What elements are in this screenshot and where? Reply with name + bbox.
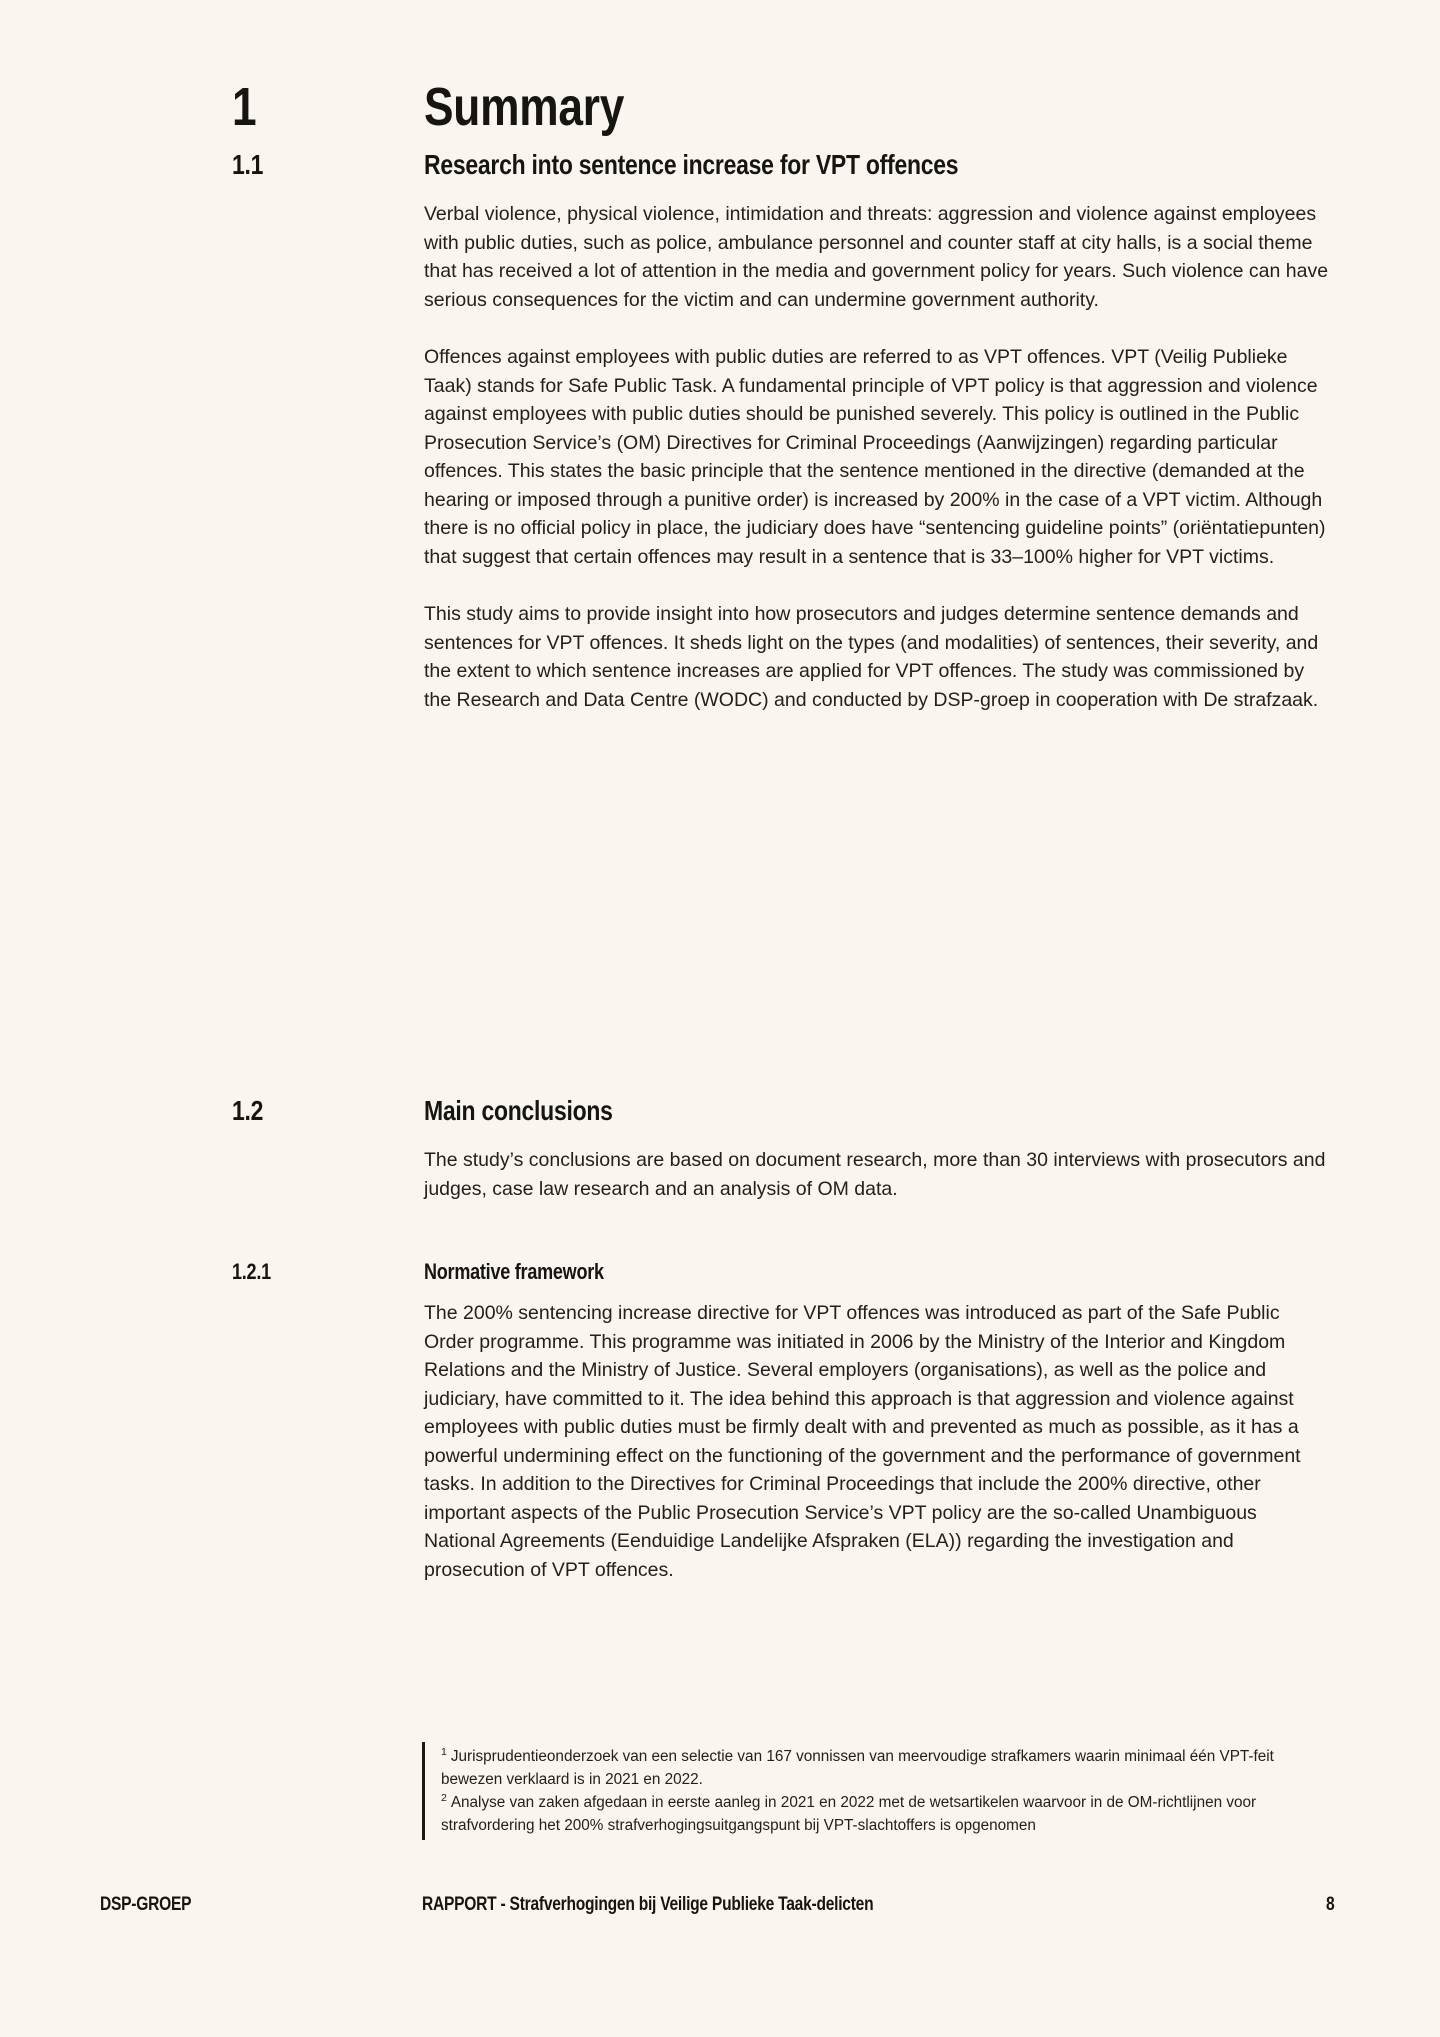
section-1-1-number (232, 148, 424, 182)
chapter-header (232, 78, 668, 136)
section-1-2-heading-row (232, 1094, 1329, 1128)
footer-report-title: RAPPORT - Strafverhogingen bij Veilige Publieke Taak-delicten (422, 1894, 874, 1915)
paragraph: This study aims to provide insight into how prosecutors and judges determine sentence demands and sentences for VPT offences. It sheds light on the types (and modalities) of sentences, their severity, and the extent to which sentence increases are applied for VPT offences. The study was commissioned by the Research and Data Centre (WODC) and conducted by DSP-groep in cooperation with De strafzaak. (424, 603, 1319, 711)
footnote-1-marker: 1 (441, 1746, 447, 1758)
section-1-2-1-number-text: 1.2.1 (232, 1259, 271, 1284)
section-1-1-number-text: 1.1 (232, 149, 264, 180)
paragraph: The 200% sentencing increase directive for VPT offences was introduced as part of the Safe Public Order programme. This programme was initiated in 2006 by the Ministry of the Interior and Kingdom Relations and the Ministry of Justice. Several employers (organisations), as well as the police and judiciary, have committed to it. The idea behind this approach is that aggression and violence against employees with public duties must be firmly dealt with and prevented as much as possible, as it has a powerful undermining effect on the functioning of the government and the performance of government tasks. In addition to the Directives for Criminal Proceedings that include the 200% directive, other important aspects of the Public Prosecution Service’s VPT policy are the so-called Unambiguous National Agreements (Eenduidige Landelijke Afspraken (ELA)) regarding the investigation and prosecution of VPT offences. (424, 1302, 1301, 1581)
footnote-2-text: Analyse van zaken afgedaan in eerste aanleg in 2021 en 2022 met de wetsartikelen waarvoor in de OM-richtlijnen voor strafvordering het 200% strafverhogingsuitgangspunt bij VPT-slachtoffers is opgenomen (441, 1794, 1257, 1834)
section-1-2 (232, 1094, 1329, 1584)
section-1-2-heading: Main conclusions (424, 1095, 613, 1126)
footer-page-number: 8 (1326, 1894, 1335, 1915)
chapter-number (232, 78, 424, 136)
section-1-1-heading-row (232, 148, 1329, 182)
footnote-2 (441, 1791, 1334, 1837)
footnotes (422, 1742, 1334, 1840)
section-1-2-1-body (424, 1299, 1329, 1584)
section-1-2-1-number (232, 1258, 424, 1285)
section-1-2-number (232, 1094, 424, 1128)
chapter-heading-row (232, 78, 668, 136)
section-1-2-number-text: 1.2 (232, 1095, 264, 1126)
paragraph: The study’s conclusions are based on document research, more than 30 interviews with prosecutors and judges, case law research and an analysis of OM data. (424, 1149, 1326, 1200)
paragraph: Offences against employees with public duties are referred to as VPT offences. VPT (Veilig Publieke Taak) stands for Safe Public Task. A fundamental principle of VPT policy is that aggression and violence against employees with public duties should be punished severely. This policy is outlined in the Public Prosecution Service’s (OM) Directives for Criminal Proceedings (Aanwijzingen) regarding particular offences. This states the basic principle that the sentence mentioned in the directive (demanded at the hearing or imposed through a punitive order) is increased by 200% in the case of a VPT victim. Although there is no official policy in place, the judiciary does have “sentencing guideline points” (oriëntatiepunten) that suggest that certain offences may result in a sentence that is 33–100% higher for VPT victims. (424, 346, 1326, 568)
footnote-1 (441, 1745, 1334, 1791)
chapter-title: Summary (424, 77, 625, 137)
footnote-1-text: Jurisprudentieonderzoek van een selectie van 167 vonnissen van meervoudige strafkamers waarin minimaal één VPT-feit bewezen verklaard is in 2021 en 2022. (441, 1748, 1274, 1788)
section-1-2-body (424, 1146, 1329, 1203)
paragraph: Verbal violence, physical violence, intimidation and threats: aggression and violence against employees with public duties, such as police, ambulance personnel and counter staff at city halls, is a social theme that has received a lot of attention in the media and government policy for years. Such violence can have serious consequences for the victim and can undermine government authority. (424, 203, 1329, 311)
section-1-1 (232, 148, 1329, 714)
footer-brand: DSP-GROEP (100, 1894, 192, 1915)
section-1-1-body (424, 200, 1329, 714)
section-1-2-1-heading: Normative framework (424, 1259, 604, 1284)
section-1-2-1-heading-row (232, 1258, 1329, 1285)
footnote-2-marker: 2 (441, 1792, 447, 1804)
chapter-number-text: 1 (232, 77, 257, 137)
section-1-1-heading: Research into sentence increase for VPT offences (424, 149, 959, 180)
